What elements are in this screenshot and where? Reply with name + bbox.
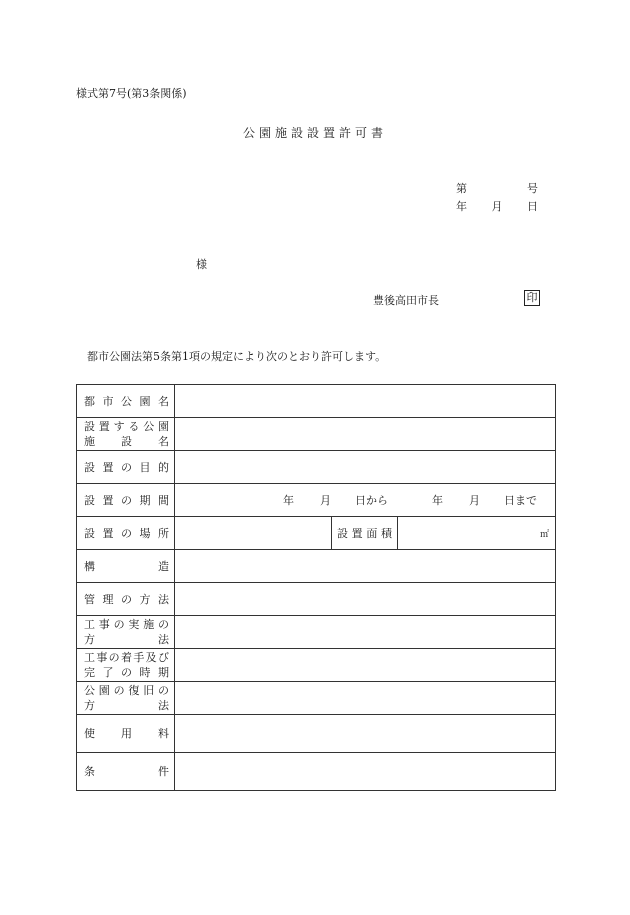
label-char: 事: [96, 651, 108, 664]
row-label: [77, 550, 175, 583]
label-char: 設: [84, 420, 95, 433]
document-title: 公園施設設置許可書: [242, 126, 387, 140]
label-char: 実: [128, 618, 140, 631]
label-char: の: [157, 684, 169, 697]
label-area: [337, 526, 392, 541]
fee-value: [175, 715, 556, 753]
label-char: の: [113, 684, 125, 697]
document-number-suffix: 号: [527, 182, 538, 195]
label-facility-line2: [84, 434, 169, 449]
label-period: [84, 493, 169, 508]
label-schedule-line1: [84, 650, 169, 665]
purpose-value: [175, 451, 556, 484]
label-char: 設: [84, 526, 95, 540]
label-char: 手: [133, 651, 145, 664]
row-label: [77, 616, 175, 649]
row-label: [77, 649, 175, 682]
row-label: [77, 517, 175, 550]
label-char: 場: [139, 526, 151, 540]
label-char: 市: [102, 394, 114, 408]
label-char: す: [113, 420, 125, 433]
label-char: る: [128, 420, 140, 433]
table-row: [77, 517, 556, 550]
label-conditions: [84, 764, 169, 779]
label-char: 法: [158, 699, 169, 712]
label-char: の: [121, 493, 132, 507]
table-row: [77, 385, 556, 418]
addressee-honorific: 様: [196, 258, 207, 271]
table-row: [77, 418, 556, 451]
label-char: 積: [380, 526, 392, 540]
restoration-value: [175, 682, 556, 715]
label-restoration-line2: [84, 698, 169, 713]
facility-name-value: [175, 418, 556, 451]
label-char: 方: [84, 699, 95, 712]
label-char: の: [157, 618, 169, 631]
table-row: [77, 484, 556, 517]
row-label: [77, 753, 175, 791]
label-char: 園: [98, 684, 110, 697]
label-char: 設: [337, 526, 348, 540]
area-value: [398, 517, 556, 550]
row-label: [77, 484, 175, 517]
label-char: 旧: [143, 684, 155, 697]
label-char: 料: [158, 727, 169, 740]
label-char: 名: [158, 394, 169, 408]
area-unit: ㎡: [539, 529, 549, 540]
structure-value: [175, 550, 556, 583]
label-char: 法: [158, 633, 169, 646]
label-char: 置: [102, 526, 114, 540]
table-row: [77, 753, 556, 791]
label-char: 復: [128, 684, 140, 697]
label-char: 期: [139, 493, 151, 507]
label-char: 構: [84, 559, 95, 573]
label-char: 用: [121, 727, 132, 740]
document-number: [456, 180, 538, 196]
label-location: [84, 526, 169, 541]
permit-form-table: [76, 384, 556, 791]
label-char: 置: [102, 460, 114, 474]
form-number-label: 様式第7号(第3条関係): [76, 87, 187, 100]
label-char: 施: [143, 618, 155, 631]
table-row: [77, 616, 556, 649]
label-char: 設: [121, 435, 132, 448]
label-char: の: [121, 460, 132, 474]
label-fee: [84, 726, 169, 741]
label-char: 使: [84, 727, 95, 740]
label-char: 公: [121, 394, 132, 408]
period-year: 年: [283, 494, 294, 507]
label-construction-method-line2: [84, 632, 169, 647]
date-year: 年: [456, 200, 467, 213]
label-char: 間: [158, 493, 169, 507]
document-date: [456, 198, 538, 214]
label-char: 理: [102, 592, 114, 606]
period-value: [175, 484, 556, 517]
row-label: [77, 418, 175, 451]
label-structure: [84, 559, 169, 574]
label-char: 法: [158, 592, 169, 606]
label-char: 公: [143, 420, 155, 433]
label-char: の: [121, 592, 132, 606]
date-month: 月: [491, 200, 503, 213]
label-char: 置: [102, 493, 114, 507]
label-char: 時: [139, 666, 151, 679]
row-label: [77, 451, 175, 484]
seal-mark: 印: [524, 290, 540, 306]
label-char: 完: [84, 666, 95, 679]
row-label: [77, 715, 175, 753]
table-row: [77, 451, 556, 484]
period-month: 月: [320, 494, 331, 507]
label-char: 及: [145, 651, 157, 664]
label-restoration-line1: [84, 683, 169, 698]
label-char: 園: [139, 394, 151, 408]
label-char: の: [121, 666, 132, 679]
period-from: 日から: [355, 494, 388, 507]
table-row: [77, 649, 556, 682]
label-char: 名: [158, 435, 169, 448]
label-char: 面: [366, 526, 378, 540]
label-char: 管: [84, 592, 95, 606]
label-char: の: [113, 618, 125, 631]
construction-method-value: [175, 616, 556, 649]
label-char: 都: [84, 394, 95, 408]
intro-text: 都市公園法第5条第1項の規定により次のとおり許可します。: [87, 350, 387, 363]
table-row: [77, 715, 556, 753]
table-row: [77, 550, 556, 583]
label-construction-method-line1: [84, 617, 169, 632]
label-char: 工: [84, 651, 95, 664]
label-char: 事: [98, 618, 110, 631]
park-name-value: [175, 385, 556, 418]
label-char: 施: [84, 435, 95, 448]
label-char: び: [157, 651, 169, 664]
label-facility-line1: [84, 419, 169, 434]
label-char: の: [108, 651, 120, 664]
location-value: [175, 517, 332, 550]
label-purpose: [84, 460, 169, 475]
label-char: 所: [158, 526, 169, 540]
label-char: の: [121, 526, 132, 540]
period-year2: 年: [432, 494, 443, 507]
document-number-prefix: 第: [456, 182, 467, 195]
label-char: 件: [158, 765, 169, 778]
label-char: 期: [158, 666, 169, 679]
label-char: 造: [158, 559, 169, 573]
label-park-name: [84, 394, 169, 409]
label-char: 条: [84, 765, 95, 778]
row-label: [77, 385, 175, 418]
row-label: [77, 682, 175, 715]
label-char: 設: [84, 493, 95, 507]
label-char: 的: [158, 460, 169, 474]
label-char: 方: [84, 633, 95, 646]
construction-schedule-value: [175, 649, 556, 682]
table-row: [77, 583, 556, 616]
label-char: 着: [120, 651, 132, 664]
label-char: 設: [84, 460, 95, 474]
label-char: 方: [139, 592, 151, 606]
label-char: 公: [84, 684, 95, 697]
label-schedule-line2: [84, 665, 169, 680]
label-char: 目: [139, 460, 151, 474]
label-char: 園: [157, 420, 169, 433]
label-management: [84, 592, 169, 607]
label-char: 工: [84, 618, 95, 631]
label-char: 置: [98, 420, 110, 433]
period-month2: 月: [469, 494, 480, 507]
area-label-cell: [332, 517, 398, 550]
table-row: [77, 682, 556, 715]
management-value: [175, 583, 556, 616]
date-day: 日: [527, 200, 538, 213]
label-char: 了: [102, 666, 114, 679]
issuer-name: 豊後高田市長: [373, 294, 439, 307]
period-to: 日まで: [504, 494, 537, 507]
conditions-value: [175, 753, 556, 791]
label-char: 置: [351, 526, 363, 540]
row-label: [77, 583, 175, 616]
